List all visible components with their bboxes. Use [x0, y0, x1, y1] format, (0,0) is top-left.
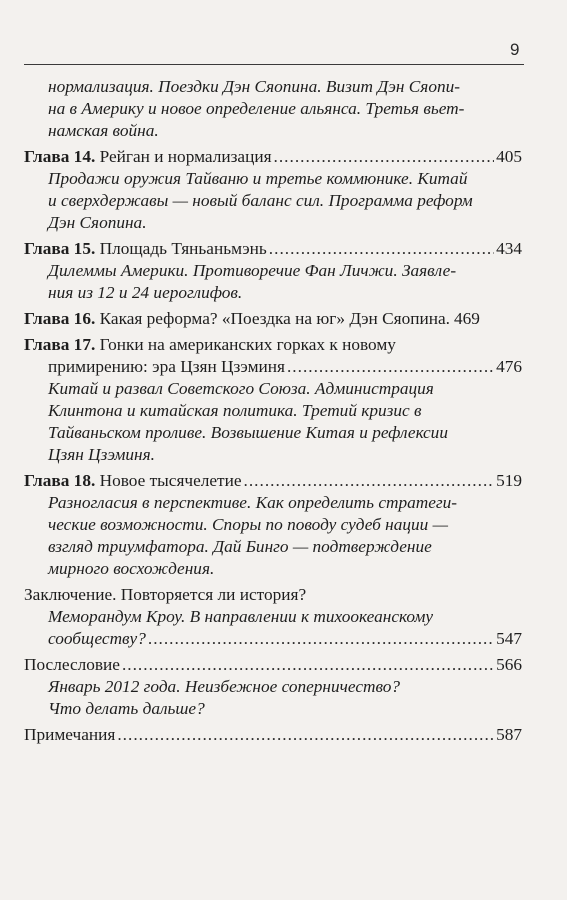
page-ref: 476	[496, 357, 522, 376]
page-ref: 566	[496, 655, 522, 674]
conclusion-desc-last: сообществу?	[48, 629, 146, 648]
chapter-desc-line: Продажи оружия Тайваню и третье коммюнике. Китай	[48, 169, 468, 188]
dot-leader	[269, 238, 494, 260]
toc-entry-chapter-15[interactable]	[24, 238, 522, 304]
chapter-label: Глава 15.	[24, 239, 96, 258]
toc-entry-chapter-18[interactable]	[24, 470, 522, 580]
chapter-desc-line: Дилеммы Америки. Противоречие Фан Личжи. Заявле-	[48, 261, 457, 280]
toc-entry-conclusion[interactable]	[24, 584, 522, 650]
page-ref: 434	[496, 239, 522, 258]
chapter-title: Новое тысячелетие	[99, 471, 242, 490]
chapter-desc-line: мирного восхождения.	[48, 559, 215, 578]
chapter-desc-line: и сверхдержавы — новый баланс сил. Программа реформ	[48, 191, 473, 210]
afterword-desc-line: Январь 2012 года. Неизбежное соперничество?	[48, 677, 401, 696]
chapter-desc-line: Китай и развал Советского Союза. Администрация	[48, 379, 434, 398]
toc-entry-notes[interactable]	[24, 724, 522, 746]
toc-entry-chapter-17[interactable]	[24, 334, 522, 466]
chapter-title: Какая реформа? «Поездка на юг» Дэн Сяопина.	[99, 309, 450, 328]
page-ref: 587	[496, 725, 522, 744]
dot-leader	[287, 356, 494, 378]
chapter-desc-line: Тайваньском проливе. Возвышение Китая и рефлексии	[48, 423, 448, 442]
chapter-desc-line: Цзян Цзэминя.	[48, 445, 155, 464]
continuation-line: нормализация. Поездки Дэн Сяопина. Визит Дэн Сяопи-	[48, 77, 461, 96]
dot-leader	[148, 628, 494, 650]
dot-leader	[274, 146, 495, 168]
continuation-line: намская война.	[48, 121, 159, 140]
header-rule	[24, 64, 524, 65]
chapter-desc-line: взгляд триумфатора. Дай Бинго — подтверждение	[48, 537, 432, 556]
chapter-label: Глава 18.	[24, 471, 96, 490]
toc-continuation	[24, 76, 522, 142]
page-ref: 547	[496, 629, 522, 648]
chapter-desc-line: ческие возможности. Споры по поводу судеб нации —	[48, 515, 448, 534]
toc-entry-afterword[interactable]	[24, 654, 522, 720]
dot-leader	[122, 654, 494, 676]
page-number: 9	[510, 40, 520, 59]
chapter-title: Площадь Тяньаньмэнь	[99, 239, 267, 258]
dot-leader	[117, 724, 494, 746]
chapter-title: примирению: эра Цзян Цзэминя	[48, 357, 285, 376]
conclusion-desc-line: Меморандум Кроу. В направлении к тихоокеанскому	[48, 607, 434, 626]
chapter-desc-line: Разногласия в перспективе. Как определить стратеги-	[48, 493, 458, 512]
chapter-label: Глава 14.	[24, 147, 96, 166]
chapter-desc-line: ния из 12 и 24 иероглифов.	[48, 283, 243, 302]
afterword-desc-line: Что делать дальше?	[48, 699, 205, 718]
page-ref: 469	[453, 309, 480, 328]
page-ref: 405	[496, 147, 522, 166]
toc-entry-chapter-14[interactable]	[24, 146, 522, 234]
chapter-label: Глава 17.	[24, 335, 96, 354]
continuation-line: на в Америку и новое определение альянса. Третья вьет-	[48, 99, 465, 118]
conclusion-title: Заключение. Повторяется ли история?	[24, 585, 307, 604]
chapter-title-first-line: Гонки на американских горках к новому	[99, 335, 396, 354]
notes-title: Примечания	[24, 725, 116, 744]
dot-leader	[244, 470, 495, 492]
chapter-desc-line: Дэн Сяопина.	[48, 213, 147, 232]
table-of-contents	[24, 76, 522, 746]
chapter-label: Глава 16.	[24, 309, 96, 328]
afterword-title: Послесловие	[24, 655, 120, 674]
chapter-title: Рейган и нормализация	[99, 147, 272, 166]
page-ref: 519	[496, 471, 522, 490]
toc-entry-chapter-16[interactable]	[24, 308, 522, 330]
chapter-desc-line: Клинтона и китайская политика. Третий кризис в	[48, 401, 422, 420]
